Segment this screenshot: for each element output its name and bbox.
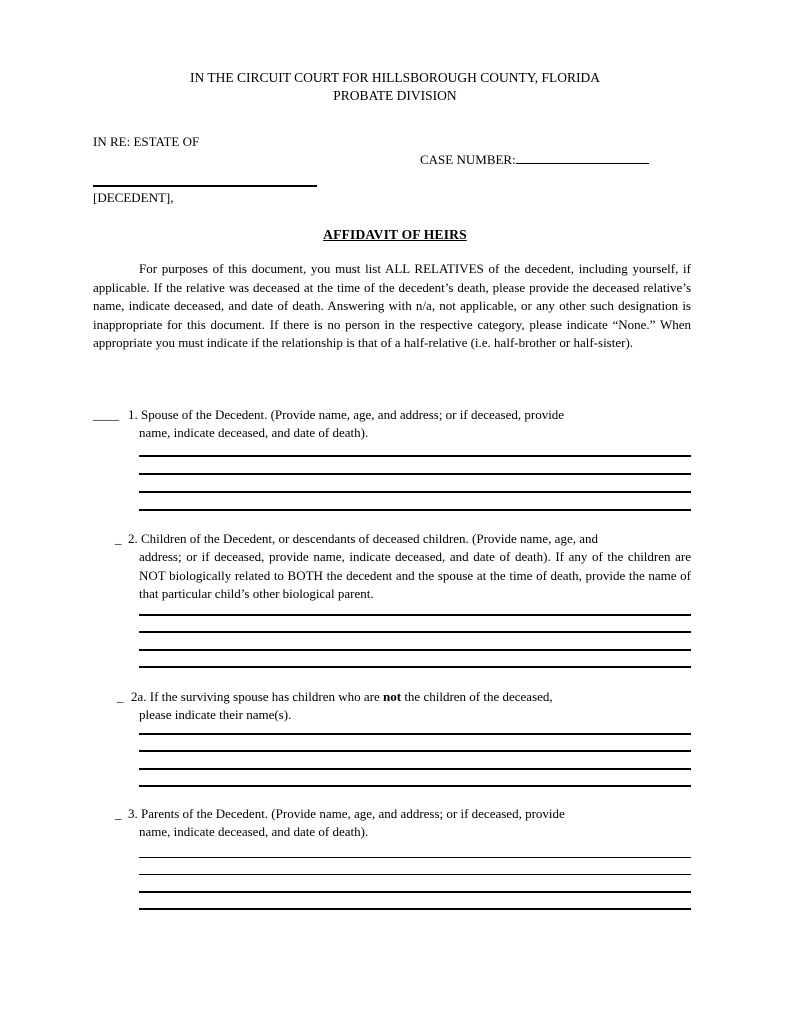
item-3-answer-line[interactable] — [139, 857, 691, 858]
item-3-first-line: 3. Parents of the Decedent. (Provide name, age, and address; or if deceased, provide — [128, 806, 565, 821]
court-name: IN THE CIRCUIT COURT FOR HILLSBOROUGH COUNTY, FLORIDA — [190, 70, 600, 85]
item-3-blank-row[interactable] — [93, 805, 122, 824]
item-3-answer-line[interactable] — [139, 891, 691, 893]
item-1-first-line: 1. Spouse of the Decedent. (Provide name, age, and address; or if deceased, provide — [128, 407, 565, 422]
item-1-answer-line[interactable] — [139, 509, 691, 511]
item-2a-text-bold: not — [383, 689, 402, 704]
item-2a-answer-line[interactable] — [139, 750, 691, 752]
decedent-name-line[interactable] — [93, 185, 317, 187]
item-2a-answer-line[interactable] — [139, 785, 691, 787]
item-2a-blank-row[interactable] — [93, 688, 124, 707]
item-1-answer-line[interactable] — [139, 491, 691, 493]
item-1-blank[interactable]: ____ — [93, 407, 119, 422]
item-2a-text-post: the children of the deceased, — [401, 689, 553, 704]
in-re-label: IN RE: ESTATE OF — [93, 134, 200, 149]
item-2-rest: address; or if deceased, provide name, indicate deceased, and date of death). If any of the children are NOT biologically related to BOTH the decedent and the spouse at the time of death, provide the name of that particular child’s other biological parent. — [139, 549, 691, 602]
item-2a-answer-line[interactable] — [139, 733, 691, 735]
item-2a-rest: please indicate their name(s). — [139, 707, 292, 722]
item-2-answer-line[interactable] — [139, 649, 691, 651]
item-2-answer-line[interactable] — [139, 631, 691, 633]
item-3-answer-line[interactable] — [139, 908, 691, 910]
item-2a-answer-line[interactable] — [139, 768, 691, 770]
item-2-answer-line[interactable] — [139, 666, 691, 668]
item-2-blank[interactable]: _ — [115, 531, 122, 546]
case-number-field[interactable] — [516, 151, 649, 164]
item-2-blank-row[interactable] — [93, 530, 122, 549]
item-2a-blank[interactable]: _ — [117, 689, 124, 704]
intro-text: For purposes of this document, you must list ALL RELATIVES of the decedent, including yourself, if applicable. If the relative was deceased at the time of the decedent’s death, please provide the deceased relative’s name, indicate deceased, and date of death. Answering with n/a, not applicable, or any other such designation is inappropriate for this document. If there is no person in the respective category, please indicate “None.” When appropriate you must indicate if the relationship is that of a half-relative (i.e. half-brother or half-sister). — [93, 261, 691, 351]
decedent-label: [DECEDENT], — [93, 190, 174, 205]
case-number-label: CASE NUMBER: — [420, 152, 516, 167]
division-name: PROBATE DIVISION — [333, 88, 457, 103]
item-3-rest: name, indicate deceased, and date of death). — [139, 824, 369, 839]
item-3-blank[interactable]: _ — [115, 806, 122, 821]
item-1-answer-line[interactable] — [139, 473, 691, 475]
item-2a-first-line — [131, 688, 683, 707]
item-2a-text-pre: 2a. If the surviving spouse has children who are — [131, 689, 383, 704]
item-3-answer-line[interactable] — [139, 874, 691, 875]
item-1-answer-line[interactable] — [139, 455, 691, 457]
item-2-first-line: 2. Children of the Decedent, or descendants of deceased children. (Provide name, age, and — [128, 531, 598, 546]
item-1-rest: name, indicate deceased, and date of death). — [139, 425, 369, 440]
intro-paragraph — [93, 260, 691, 353]
document-title: AFFIDAVIT OF HEIRS — [323, 227, 467, 242]
item-2-answer-line[interactable] — [139, 614, 691, 616]
case-number-row — [420, 151, 649, 170]
